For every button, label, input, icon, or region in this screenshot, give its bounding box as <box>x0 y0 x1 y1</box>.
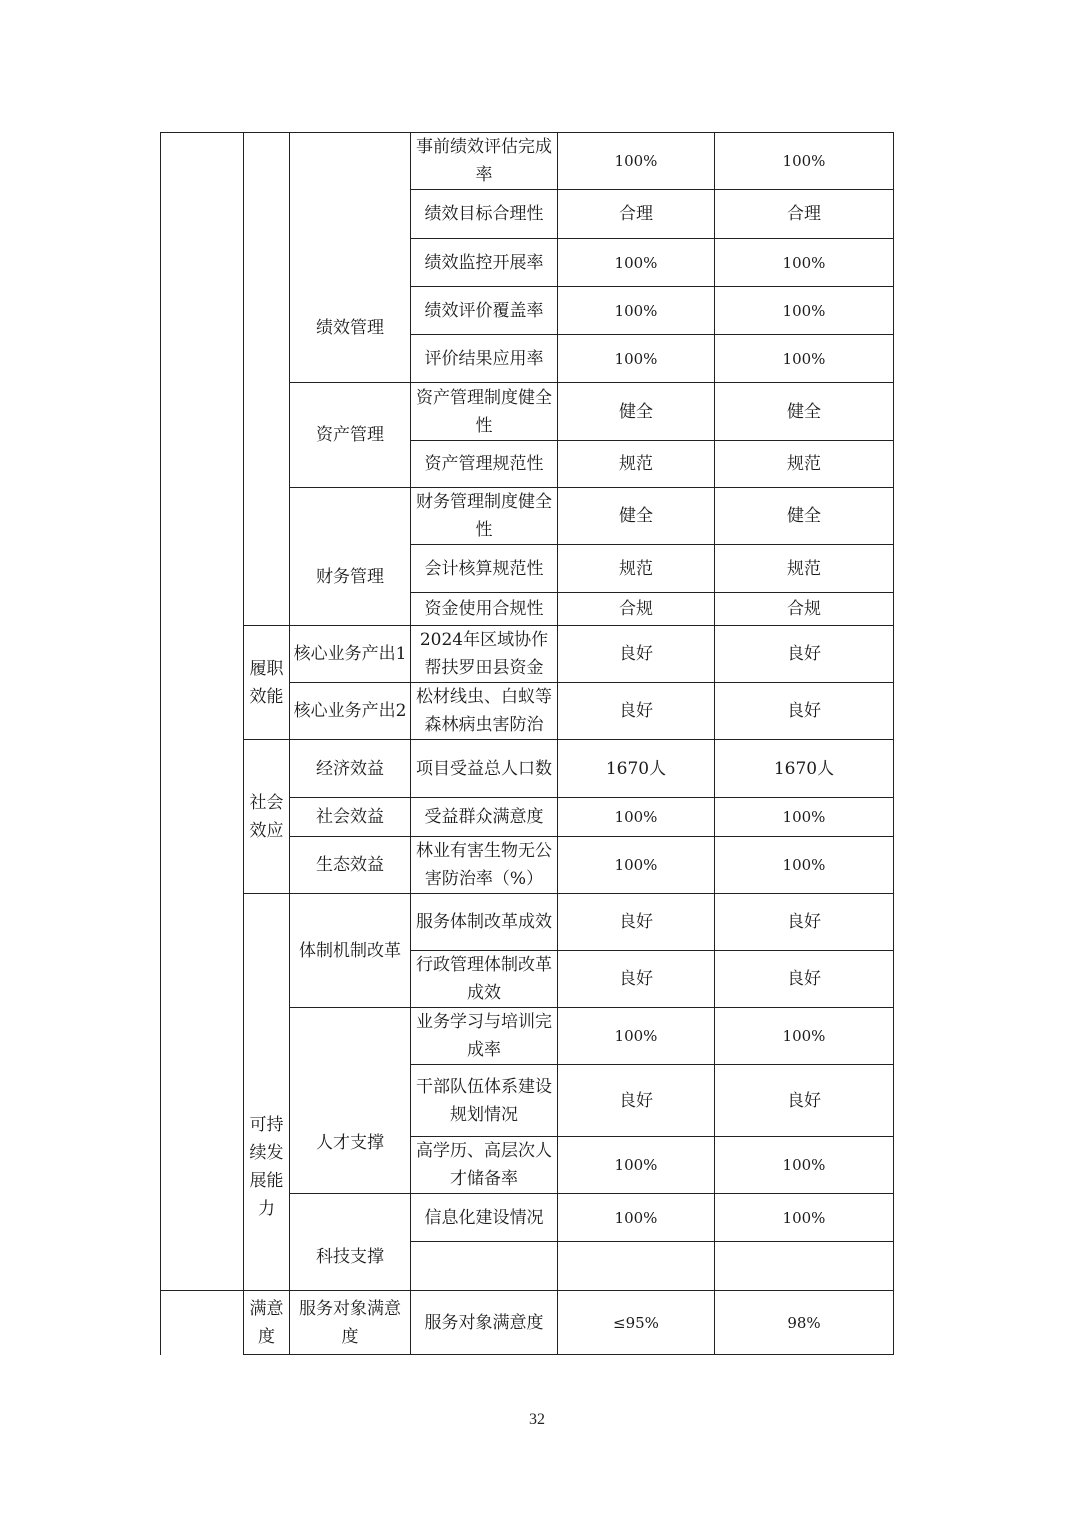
target-cell: 健全 <box>558 488 715 545</box>
group-core-output-2: 核心业务产出2 <box>290 683 411 740</box>
target-cell: 100% <box>558 837 715 894</box>
level1-cell <box>161 133 244 1291</box>
indicator-cell: 受益群众满意度 <box>411 798 558 837</box>
actual-cell: 规范 <box>715 545 894 593</box>
group-econ: 经济效益 <box>290 740 411 798</box>
indicator-cell <box>411 1242 558 1291</box>
target-cell: 合理 <box>558 190 715 239</box>
indicator-cell: 会计核算规范性 <box>411 545 558 593</box>
actual-cell: 健全 <box>715 383 894 441</box>
actual-cell: 良好 <box>715 626 894 683</box>
actual-cell: 100% <box>715 1137 894 1194</box>
indicator-cell: 项目受益总人口数 <box>411 740 558 798</box>
actual-cell: 100% <box>715 1194 894 1242</box>
actual-cell: 规范 <box>715 441 894 488</box>
indicator-cell: 事前绩效评估完成率 <box>411 133 558 190</box>
group-perf-mgmt: 绩效管理 <box>290 133 411 383</box>
indicator-cell: 绩效监控开展率 <box>411 239 558 287</box>
actual-cell: 100% <box>715 239 894 287</box>
indicator-cell: 资产管理规范性 <box>411 441 558 488</box>
group-talent: 人才支撑 <box>290 1008 411 1194</box>
target-cell: 100% <box>558 1194 715 1242</box>
target-cell: 良好 <box>558 626 715 683</box>
level2-cell <box>244 133 290 626</box>
group-service-obj: 服务对象满意度 <box>290 1291 411 1355</box>
indicator-cell: 资金使用合规性 <box>411 593 558 626</box>
indicator-cell: 林业有害生物无公害防治率（%） <box>411 837 558 894</box>
indicator-cell: 信息化建设情况 <box>411 1194 558 1242</box>
indicator-cell: 干部队伍体系建设规划情况 <box>411 1065 558 1137</box>
category-satisfaction: 满意度 <box>244 1291 290 1355</box>
target-cell: 100% <box>558 287 715 335</box>
indicator-cell: 2024年区域协作帮扶罗田县资金 <box>411 626 558 683</box>
actual-cell: 98% <box>715 1291 894 1355</box>
actual-cell: 100% <box>715 798 894 837</box>
target-cell: 良好 <box>558 894 715 951</box>
indicator-cell: 绩效目标合理性 <box>411 190 558 239</box>
target-cell: 规范 <box>558 545 715 593</box>
actual-cell <box>715 1242 894 1291</box>
group-eco: 生态效益 <box>290 837 411 894</box>
actual-cell: 合理 <box>715 190 894 239</box>
target-cell: 良好 <box>558 683 715 740</box>
indicator-cell: 服务对象满意度 <box>411 1291 558 1355</box>
indicator-cell: 财务管理制度健全性 <box>411 488 558 545</box>
group-social: 社会效益 <box>290 798 411 837</box>
target-cell: 100% <box>558 1137 715 1194</box>
category-sustain: 可持续发展能力 <box>244 894 290 1291</box>
actual-cell: 良好 <box>715 894 894 951</box>
indicator-cell: 绩效评价覆盖率 <box>411 287 558 335</box>
target-cell: 规范 <box>558 441 715 488</box>
target-cell: ≤95% <box>558 1291 715 1355</box>
page-number: 32 <box>529 1411 545 1428</box>
actual-cell: 良好 <box>715 683 894 740</box>
target-cell: 100% <box>558 133 715 190</box>
group-finance-mgmt: 财务管理 <box>290 488 411 626</box>
indicator-cell: 服务体制改革成效 <box>411 894 558 951</box>
actual-cell: 100% <box>715 287 894 335</box>
indicator-cell: 松材线虫、白蚁等森林病虫害防治 <box>411 683 558 740</box>
indicator-cell: 评价结果应用率 <box>411 335 558 383</box>
category-social-effect: 社会效应 <box>244 740 290 894</box>
actual-cell: 100% <box>715 1008 894 1065</box>
indicator-cell: 资产管理制度健全性 <box>411 383 558 441</box>
target-cell: 1670人 <box>558 740 715 798</box>
actual-cell: 合规 <box>715 593 894 626</box>
indicator-cell: 行政管理体制改革成效 <box>411 951 558 1008</box>
target-cell: 100% <box>558 239 715 287</box>
actual-cell: 健全 <box>715 488 894 545</box>
actual-cell: 100% <box>715 335 894 383</box>
target-cell: 100% <box>558 1008 715 1065</box>
target-cell: 健全 <box>558 383 715 441</box>
actual-cell: 100% <box>715 837 894 894</box>
actual-cell: 100% <box>715 133 894 190</box>
target-cell: 合规 <box>558 593 715 626</box>
target-cell: 良好 <box>558 1065 715 1137</box>
performance-indicator-table <box>160 132 894 1355</box>
group-core-output-1: 核心业务产出1 <box>290 626 411 683</box>
actual-cell: 1670人 <box>715 740 894 798</box>
category-duty: 履职效能 <box>244 626 290 740</box>
target-cell: 100% <box>558 335 715 383</box>
actual-cell: 良好 <box>715 951 894 1008</box>
group-tech: 科技支撑 <box>290 1194 411 1291</box>
target-cell: 100% <box>558 798 715 837</box>
group-reform: 体制机制改革 <box>290 894 411 1008</box>
actual-cell: 良好 <box>715 1065 894 1137</box>
indicator-cell: 业务学习与培训完成率 <box>411 1008 558 1065</box>
target-cell: 良好 <box>558 951 715 1008</box>
indicator-cell: 高学历、高层次人才储备率 <box>411 1137 558 1194</box>
group-asset-mgmt: 资产管理 <box>290 383 411 488</box>
level1-cell <box>161 1291 244 1355</box>
target-cell <box>558 1242 715 1291</box>
